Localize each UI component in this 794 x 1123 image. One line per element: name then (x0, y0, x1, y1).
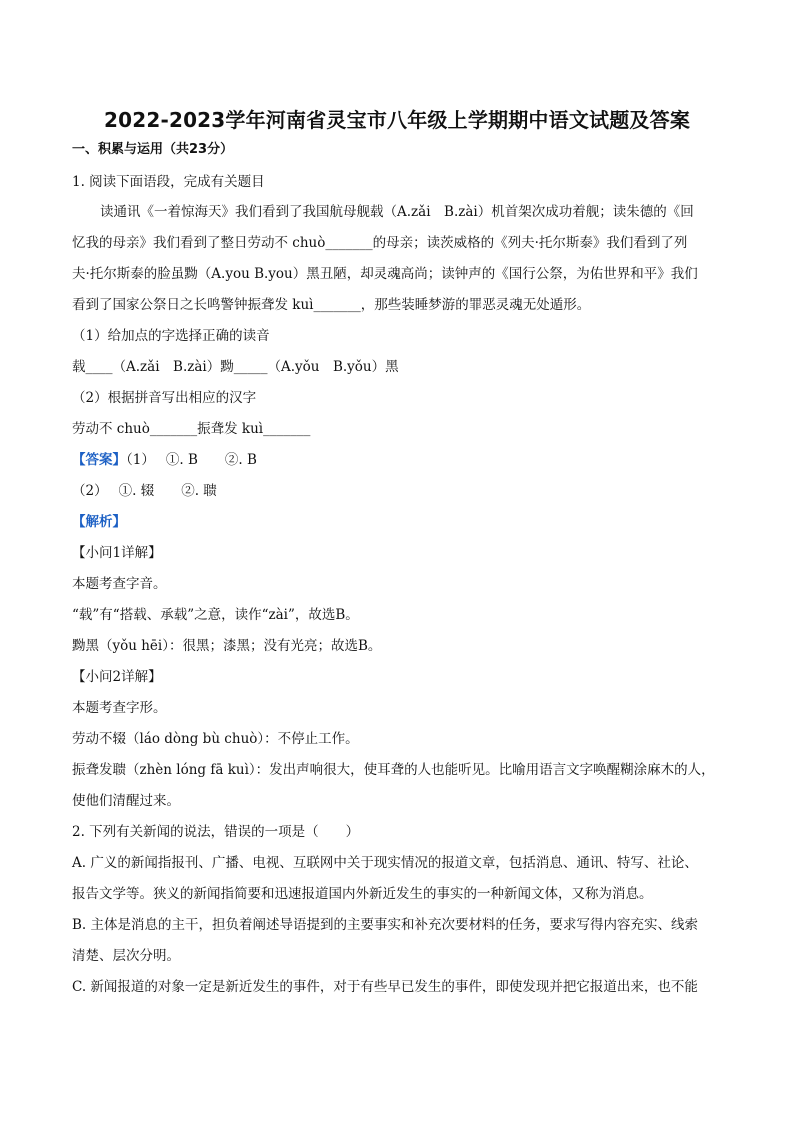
answer-label: 【答案】 (72, 452, 126, 468)
answer-2: （2） ①. 辍 ②. 聩 (72, 483, 217, 499)
detail-1-line-3: 黝黑（yǒu hēi）：很黑；漆黑；没有光亮；故选B。 (72, 638, 382, 654)
option-b-line-1: B. 主体是消息的主干，担负着阐述导语提到的主要事实和补充次要材料的任务，要求写得内容充实、线索 (72, 917, 699, 933)
passage-line-1: 读通讯《一着惊海天》我们看到了我国航母舰载（A.zǎi B.zài）机首架次成功着舰；读朱德的《回 (100, 204, 694, 220)
detail-2-line-1: 本题考查字形。 (72, 700, 167, 716)
passage-line-3: 夫·托尔斯泰的脸虽黝（A.you B.you）黑丑陋，却灵魂高尚；读钟声的《国行公祭，为佑世界和平》我们 (72, 266, 698, 282)
passage-line-2: 忆我的母亲》我们看到了整日劳动不 chuò_______的母亲；读茨威格的《列夫·托尔斯泰》我们看到了列 (72, 235, 688, 251)
question-1-prompt: 1. 阅读下面语段，完成有关题目 (72, 174, 265, 190)
option-a-line-2: 报告文学等。狭义的新闻指简要和迅速报道国内外新近发生的事实的一种新闻文体，又称为消息。 (72, 886, 653, 902)
detail-1-line-1: 本题考查字音。 (72, 576, 167, 592)
detail-2-line-2: 劳动不辍（láo dòng bù chuò）：不停止工作。 (72, 731, 359, 747)
answer-block (72, 450, 732, 470)
analysis-label: 【解析】 (72, 514, 126, 530)
detail-2-label: 【小问2详解】 (72, 669, 162, 685)
detail-2-line-4: 使他们清醒过来。 (72, 793, 180, 809)
option-c-line-1: C. 新闻报道的对象一定是新近发生的事件，对于有些早已发生的事件，即使发现并把它报道出来，也不能 (72, 979, 698, 995)
option-a-line-1: A. 广义的新闻指报刊、广播、电视、互联网中关于现实情况的报道文章，包括消息、通讯、特写、社论、 (72, 855, 698, 871)
sub-question-1: （1）给加点的字选择正确的读音 (72, 328, 270, 344)
detail-1-label: 【小问1详解】 (72, 545, 162, 561)
sub-question-2-blanks: 劳动不 chuò_______振聋发 kuì_______ (72, 421, 311, 437)
passage-line-4: 看到了国家公祭日之长鸣警钟振聋发 kuì_______，那些装睡梦游的罪恶灵魂无处遁形。 (72, 297, 591, 313)
document-title: 2022-2023学年河南省灵宝市八年级上学期期中语文试题及答案 (103, 108, 691, 132)
option-b-line-2: 清楚、层次分明。 (72, 948, 180, 964)
sub-question-1-options: 载____（A.zǎi B.zài）黝_____（A.yǒu B.yǒu）黑 (72, 359, 399, 375)
answer-1: （1） ①. B ②. B (126, 452, 257, 468)
section-heading: 一、积累与运用（共23分） (72, 142, 234, 157)
sub-question-2: （2）根据拼音写出相应的汉字 (72, 390, 257, 406)
detail-2-line-3: 振聋发聩（zhèn lóng fā kuì）：发出声响很大，使耳聋的人也能听见。比喻用语言文字唤醒糊涂麻木的人， (72, 762, 715, 778)
question-2-prompt: 2. 下列有关新闻的说法，错误的一项是（ ） (72, 824, 360, 840)
detail-1-line-2: “载”有“搭载、承载”之意，读作“zài”，故选B。 (72, 607, 359, 623)
